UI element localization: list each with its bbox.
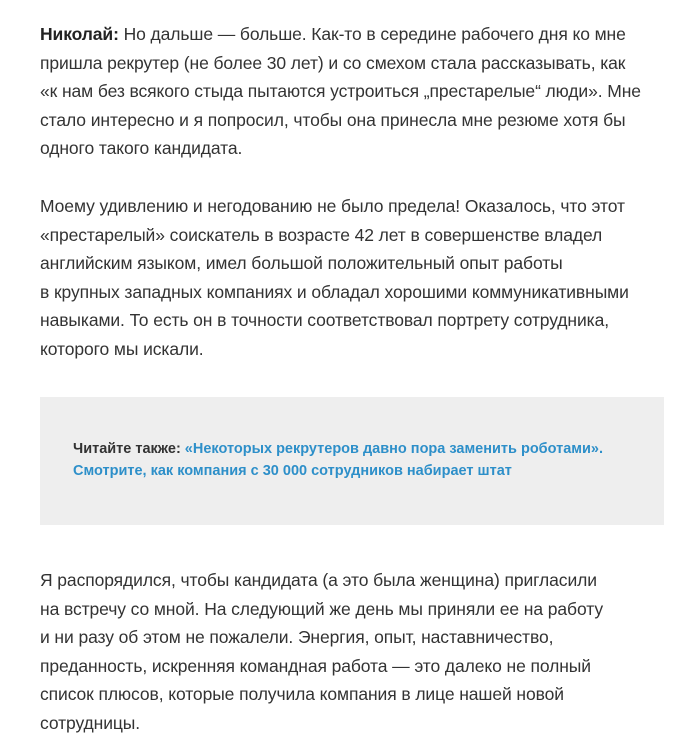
read-also-callout: [40, 397, 664, 525]
read-also-link-part1[interactable]: «Некоторых рекрутеров давно пора заменить роботами».: [180, 441, 604, 457]
paragraph-line: Я распорядился, чтобы кандидата (а это была женщина) пригласили: [40, 570, 597, 590]
paragraph-text: Но дальше — больше. Как-то в середине рабочего дня ко мне: [118, 24, 626, 44]
paragraph-line: пришла рекрутер (не более 30 лет) и со смехом стала рассказывать, как: [40, 52, 626, 73]
paragraph-line: преданность, искренняя командная работа — это далеко не полный: [40, 655, 591, 676]
read-also-line: [73, 438, 603, 460]
paragraph-line: навыками. То есть он в точности соответствовал портрету сотрудника,: [40, 310, 609, 330]
paragraph-line: «престарелый» соискатель в возрасте 42 лет в совершенстве владел: [40, 224, 603, 245]
paragraph-line: которого мы искали.: [40, 338, 204, 359]
paragraph-2: [40, 192, 629, 363]
paragraph-line: [40, 20, 641, 49]
paragraph-line: сотрудницы.: [40, 712, 141, 733]
paragraph-line: стало интересно и я попросил, чтобы она принесла мне резюме хотя бы: [40, 109, 626, 130]
paragraph-line: список плюсов, которые получила компания в лице нашей новой: [40, 684, 564, 704]
paragraph-line: одного такого кандидата.: [40, 138, 243, 158]
paragraph-line: Моему удивлению и негодованию не было предела! Оказалось, что этот: [40, 196, 625, 216]
paragraph-line: английским языком, имел большой положительный опыт работы: [40, 253, 563, 273]
paragraph-line: в крупных западных компаниях и обладал хорошими коммуникативными: [40, 281, 629, 302]
read-also-content: [73, 438, 603, 482]
read-also-label: Читайте также:: [73, 441, 181, 457]
paragraph-line: на встречу со мной. На следующий же день мы приняли ее на работу: [40, 598, 603, 619]
read-also-line: [73, 460, 603, 482]
speaker-name: Николай:: [40, 24, 119, 44]
paragraph-line: «к нам без всякого стыда пытаются устроиться „престарелые“ люди». Мне: [40, 81, 641, 101]
paragraph-3: [40, 566, 603, 737]
read-also-link-part2[interactable]: Смотрите, как компания с 30 000 сотрудников набирает штат: [73, 463, 512, 479]
paragraph-1: [40, 20, 641, 163]
paragraph-line: и ни разу об этом не пожалели. Энергия, опыт, наставничество,: [40, 627, 554, 647]
